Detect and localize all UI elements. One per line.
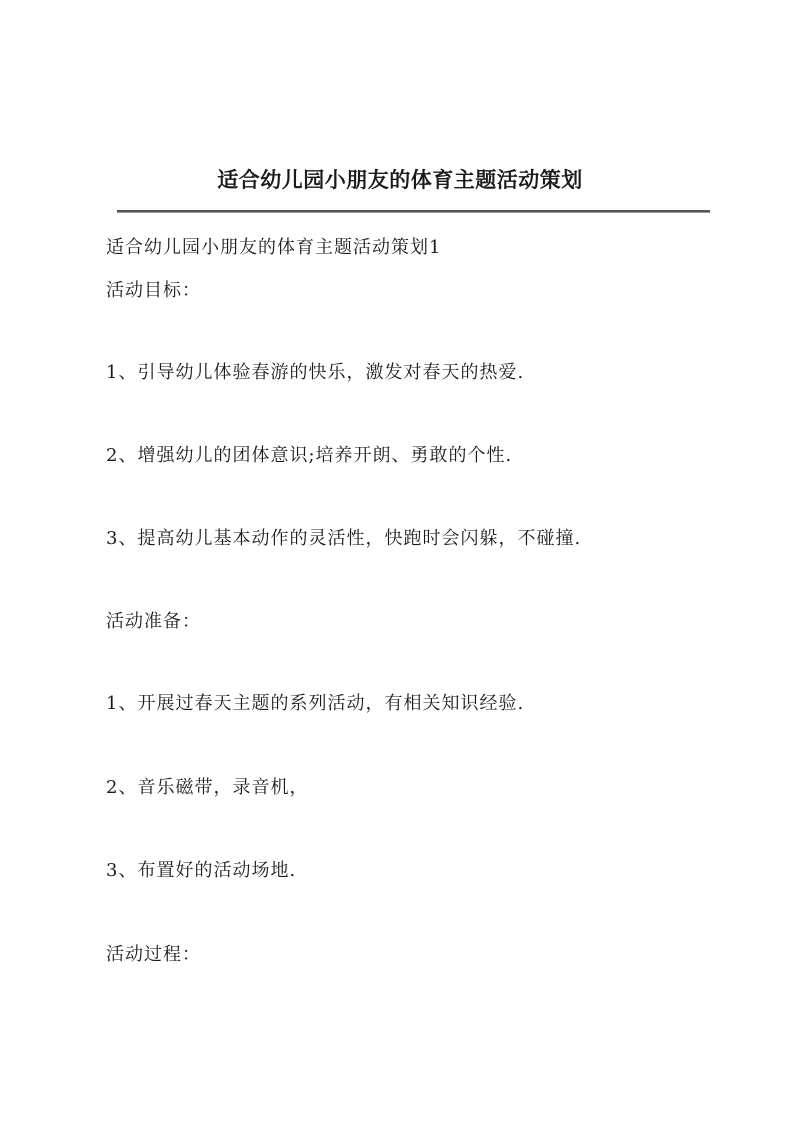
goal-item-1: 1、引导幼儿体验春游的快乐，激发对春天的热爱.	[106, 362, 525, 383]
prep-heading: 活动准备：	[106, 611, 201, 632]
goal-item-3: 3、提高幼儿基本动作的灵活性，快跑时会闪躲，不碰撞.	[106, 528, 582, 549]
process-heading: 活动过程：	[106, 944, 201, 965]
prep-item-2: 2、音乐磁带，录音机，	[106, 777, 309, 798]
prep-item-3: 3、布置好的活动场地.	[106, 860, 297, 881]
goals-heading: 活动目标：	[106, 280, 201, 301]
goal-item-2: 2、增强幼儿的团体意识;培养开朗、勇敢的个性.	[106, 445, 513, 466]
section-subtitle: 适合幼儿园小朋友的体育主题活动策划1	[106, 237, 442, 258]
document-title: 适合幼儿园小朋友的体育主题活动策划	[217, 167, 583, 192]
prep-item-1: 1、开展过春天主题的系列活动，有相关知识经验.	[106, 693, 525, 714]
title-divider	[117, 210, 710, 213]
